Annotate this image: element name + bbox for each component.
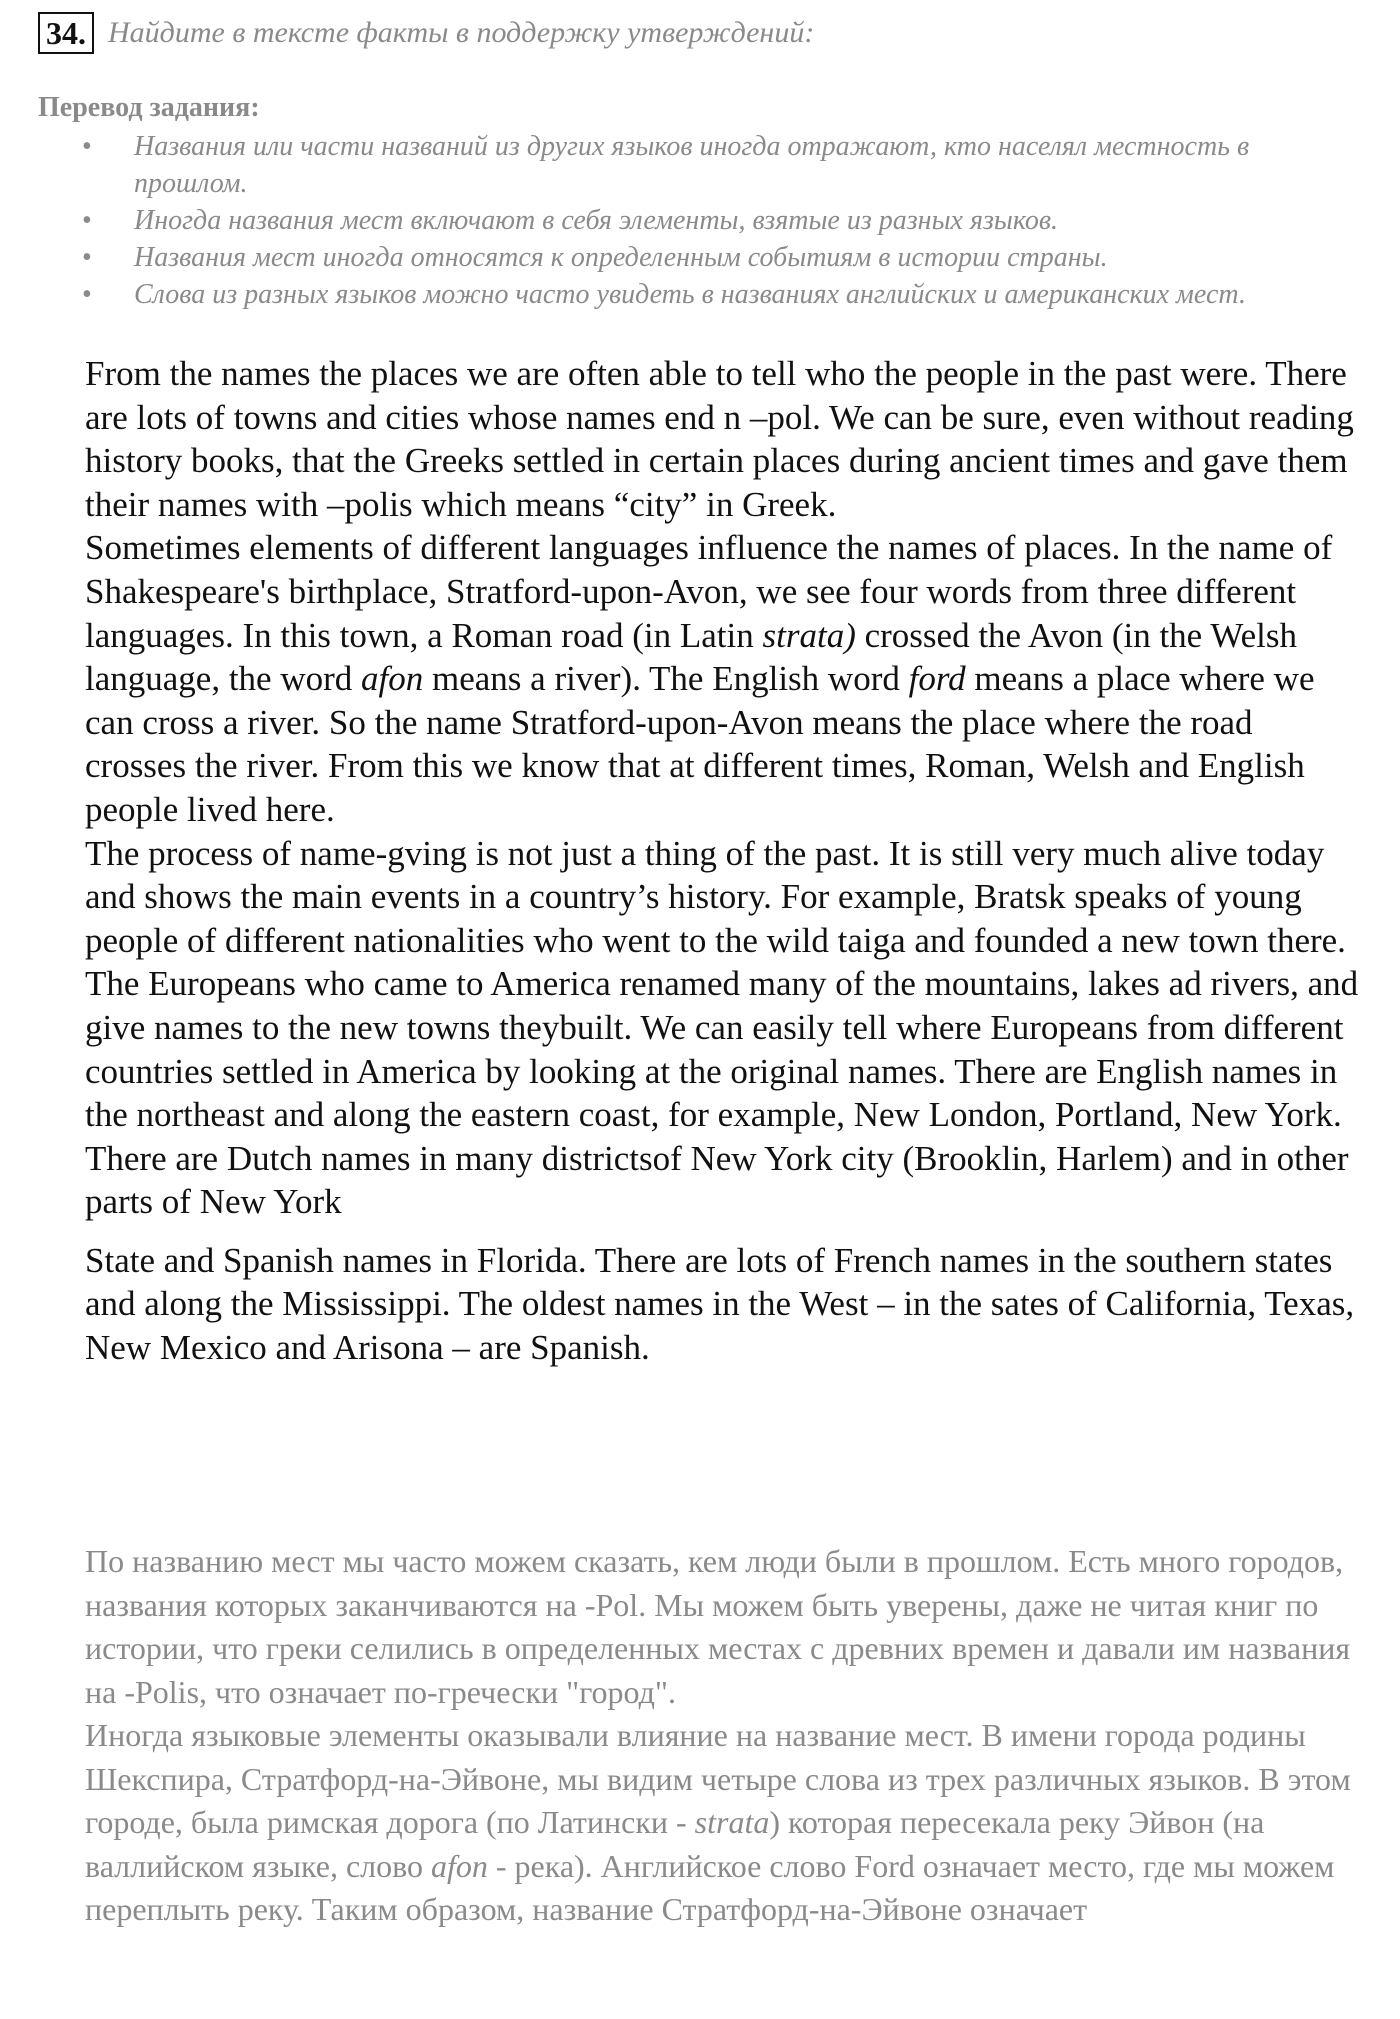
bullet-icon: • bbox=[82, 205, 92, 236]
bullet-icon: • bbox=[82, 242, 92, 273]
task-number: 34. bbox=[38, 12, 94, 54]
english-paragraph-2 bbox=[85, 526, 1360, 831]
text-segment: crossed the Avon (in the Welsh language, the word bbox=[85, 615, 1297, 699]
text-segment: ) которая пересекала реку Эйвон (на валлийском языке, слово bbox=[85, 1804, 1265, 1884]
italic-word-afon: afon bbox=[361, 659, 424, 699]
text-segment: Иногда языковые элементы оказывали влияние на название мест. В имени города родины Шекспира, Стратфорд-на-Эйвоне, мы видим четыре слова из трех различных языков. В этом городе, была римская дорога (по Латински - bbox=[85, 1717, 1351, 1840]
task-instruction: Найдите в тексте факты в поддержку утверждений: bbox=[108, 16, 815, 49]
bullet-text: Названия или части названий из других языков иногда отражают, кто населял местность в прошлом. bbox=[134, 131, 1250, 199]
italic-word-strata: strata) bbox=[762, 615, 856, 655]
english-paragraph-5: State and Spanish names in Florida. There are lots of French names in the southern states and along the Mississippi. The oldest names in the West – in the sates of California, Texas, New Mexico and Arisona – are Spanish. bbox=[85, 1240, 1355, 1368]
italic-word-ford: ford bbox=[908, 659, 966, 699]
russian-translation bbox=[85, 1540, 1360, 1932]
bullet-text: Иногда названия мест включают в себя элементы, взятые из разных языков. bbox=[134, 205, 1059, 236]
bullet-item bbox=[82, 128, 1322, 202]
bullet-item bbox=[82, 202, 1322, 239]
bullet-icon: • bbox=[82, 131, 92, 162]
text-segment: means a river). The English word bbox=[423, 659, 909, 699]
bullet-icon: • bbox=[82, 279, 92, 310]
bullet-text: Слова из разных языков можно часто увидеть в названиях английских и американских мест. bbox=[134, 279, 1246, 310]
bullet-item bbox=[82, 276, 1322, 313]
text-segment: Sometimes elements of different languages influence the names of places. In the name of Shakespeare's birthplace, Stratford-upon-Avon, we see four words from three different languages. In this town, a Roman road (in Latin bbox=[85, 528, 1333, 655]
english-paragraph-4: The Europeans who came to America renamed many of the mountains, lakes ad rivers, and give names to the new towns theybuilt. We can easily tell where Europeans from different countries settled in America by looking at the original names. There are English names in the northeast and along the eastern coast, for example, New London, Portland, New York. There are Dutch names in many districtsof New York city (Brooklin, Harlem) and in other parts of New York bbox=[85, 964, 1359, 1222]
translation-bullet-list bbox=[82, 128, 1322, 313]
text-segment: - река). Английское слово Ford означает место, где мы можем переплыть реку. Таким образом, название Стратфорд-на-Эйвоне означает bbox=[85, 1847, 1335, 1927]
translation-heading: Перевод задания: bbox=[38, 92, 260, 123]
english-passage bbox=[85, 352, 1360, 1370]
page-break-gap bbox=[85, 1224, 1360, 1239]
bullet-text: Названия мест иногда относятся к определенным событиям в истории страны. bbox=[134, 242, 1108, 273]
russian-paragraph-2 bbox=[85, 1714, 1360, 1932]
english-paragraph-1: From the names the places we are often able to tell who the people in the past were. There are lots of towns and cities whose names end n –pol. We can be sure, even without reading history books, that the Greeks settled in certain places during ancient times and gave them their names with –polis which means “city” in Greek. bbox=[85, 354, 1354, 524]
english-paragraph-3: The process of name-gving is not just a thing of the past. It is still very much alive today and shows the main events in a country’s history. For example, Bratsk speaks of young people of different nationalities who went to the wild taiga and founded a new town there. bbox=[85, 833, 1346, 960]
text-segment: means a place where we can cross a river. So the name Stratford-upon-Avon means the place where the road crosses the river. From this we know that at different times, Roman, Welsh and English people lived here. bbox=[85, 659, 1315, 829]
bullet-item bbox=[82, 239, 1322, 276]
task-header bbox=[38, 12, 814, 54]
italic-word-strata: strata bbox=[694, 1804, 770, 1840]
italic-word-afon: afon bbox=[431, 1847, 488, 1884]
russian-paragraph-1: По названию мест мы часто можем сказать, кем люди были в прошлом. Есть много городов, названия которых заканчиваются на -Pol. Мы можем быть уверены, даже не читая книг по истории, что греки селились в определенных местах с древних времен и давали им названия на -Polis, что означает по-гречески "город". bbox=[85, 1543, 1351, 1710]
